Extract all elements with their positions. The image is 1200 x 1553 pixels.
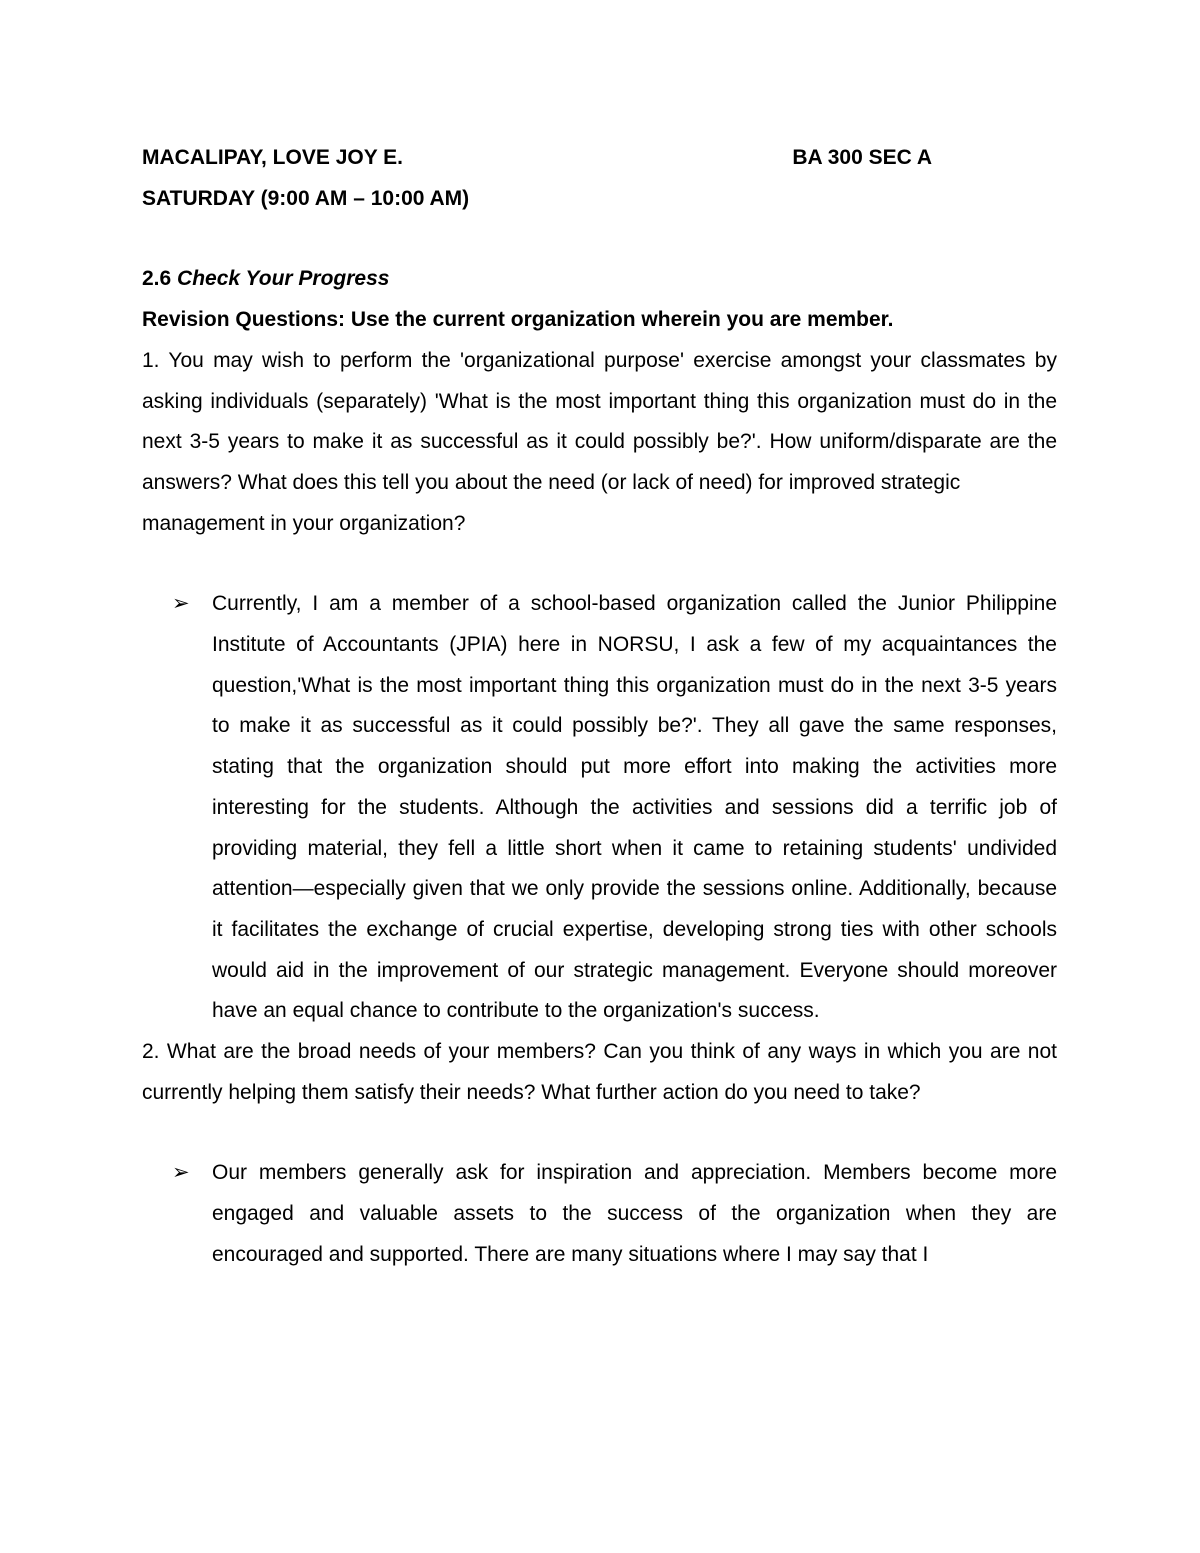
document-page xyxy=(142,138,1057,1276)
revision-prompt: Revision Questions: Use the current organization wherein you are member. xyxy=(142,308,894,332)
arrow-bullet-icon: ➢ xyxy=(172,1161,190,1185)
schedule: SATURDAY (9:00 AM – 10:00 AM) xyxy=(142,186,470,210)
section-number: 2.6 xyxy=(142,267,178,291)
student-name: MACALIPAY, LOVE JOY E. xyxy=(142,146,404,169)
schedule-line xyxy=(142,179,1057,220)
section-title-text: Check Your Progress xyxy=(177,267,390,291)
answer-2-text: Our members generally ask for inspiration and appreciation. Members become more engaged and valuable assets to the success of the organization when they are encouraged and supported. There are many situations where I may say that I xyxy=(212,1161,1057,1266)
answer-1-text: Currently, I am a member of a school-based organization called the Junior Philippine Institute of Accountants (JPIA) here in NORSU, I ask a few of my acquaintances the question,'What is the most important thing this organization must do in the next 3-5 years to make it as successful as it could possibly be?'. They all gave the same responses, stating that the organization should put more effort into making the activities more interesting for the students. Although the activities and sessions did a terrific job of providing material, they fell a little short when it came to retaining students' undivided attention—especially given that we only provide the sessions online. Additionally, because it facilitates the exchange of crucial expertise, developing strong ties with other schools would aid in the improvement of our strategic management. Everyone should moreover have an equal chance to contribute to the organization's success. xyxy=(212,592,1057,1023)
question-2: 2. What are the broad needs of your members? Can you think of any ways in which you are not currently helping them satisfy their needs? What further action do you need to take? xyxy=(142,1040,1057,1104)
answer-1 xyxy=(142,584,1057,1032)
spacer xyxy=(142,1113,1057,1153)
section-title xyxy=(142,259,1057,300)
header-line xyxy=(142,138,1057,179)
spacer xyxy=(142,219,1057,259)
answer-2 xyxy=(142,1153,1057,1275)
question-1: 1. You may wish to perform the 'organizational purpose' exercise amongst your classmates by asking individuals (separately) 'What is the most important thing this organization must do in the next 3-5 years to make it as successful as it could possibly be?'. How uniform/disparate are the answers? What does this tell you about the need (or lack of need) for improved strategic xyxy=(142,348,1057,494)
course-section: BA 300 SEC A xyxy=(792,146,932,169)
spacer xyxy=(142,544,1057,584)
question-1-tail: management in your organization? xyxy=(142,511,466,535)
arrow-bullet-icon: ➢ xyxy=(172,592,190,616)
